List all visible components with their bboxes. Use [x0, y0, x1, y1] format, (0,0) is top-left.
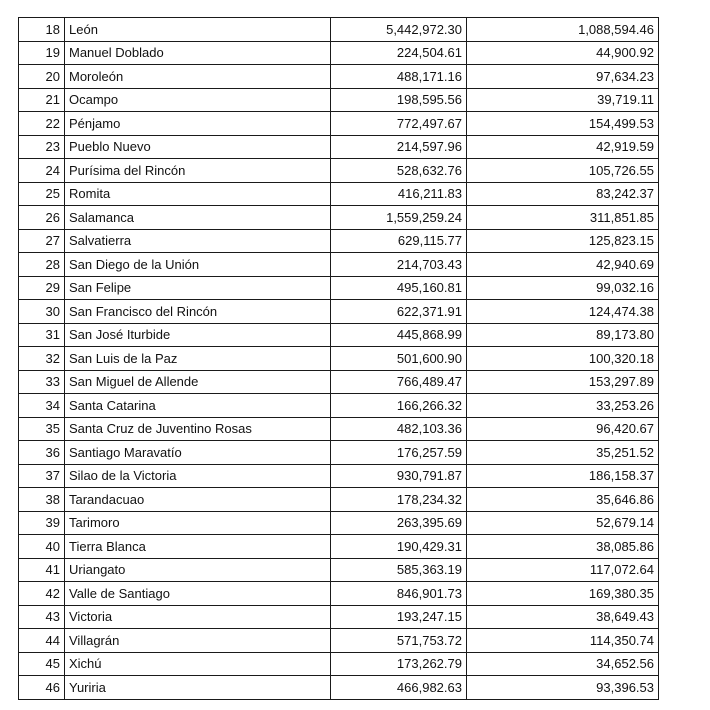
amount-secondary: 33,253.26	[467, 394, 659, 418]
amount-primary: 846,901.73	[331, 582, 467, 606]
amount-secondary: 154,499.53	[467, 112, 659, 136]
amount-primary: 585,363.19	[331, 558, 467, 582]
amount-primary: 263,395.69	[331, 511, 467, 535]
row-number: 45	[19, 652, 65, 676]
amount-secondary: 34,652.56	[467, 652, 659, 676]
amount-primary: 166,266.32	[331, 394, 467, 418]
amount-primary: 176,257.59	[331, 441, 467, 465]
row-number: 42	[19, 582, 65, 606]
amount-primary: 466,982.63	[331, 676, 467, 700]
municipality-name: Tarandacuao	[65, 488, 331, 512]
row-number: 33	[19, 370, 65, 394]
municipality-name: Purísima del Rincón	[65, 159, 331, 183]
table-row	[19, 417, 659, 441]
row-number: 27	[19, 229, 65, 253]
row-number: 36	[19, 441, 65, 465]
amount-secondary: 114,350.74	[467, 629, 659, 653]
municipality-name: San Miguel de Allende	[65, 370, 331, 394]
table-row	[19, 159, 659, 183]
amount-primary: 772,497.67	[331, 112, 467, 136]
row-number: 18	[19, 18, 65, 42]
amount-primary: 622,371.91	[331, 300, 467, 324]
amount-secondary: 42,940.69	[467, 253, 659, 277]
municipality-name: Salamanca	[65, 206, 331, 230]
row-number: 20	[19, 65, 65, 89]
municipality-name: San Diego de la Unión	[65, 253, 331, 277]
amount-primary: 198,595.56	[331, 88, 467, 112]
municipality-name: Ocampo	[65, 88, 331, 112]
table-row	[19, 535, 659, 559]
row-number: 22	[19, 112, 65, 136]
amount-primary: 190,429.31	[331, 535, 467, 559]
amount-secondary: 105,726.55	[467, 159, 659, 183]
amount-secondary: 169,380.35	[467, 582, 659, 606]
table-row	[19, 300, 659, 324]
table-row	[19, 88, 659, 112]
amount-primary: 495,160.81	[331, 276, 467, 300]
row-number: 39	[19, 511, 65, 535]
amount-primary: 930,791.87	[331, 464, 467, 488]
municipality-name: León	[65, 18, 331, 42]
table-row	[19, 676, 659, 700]
amount-secondary: 100,320.18	[467, 347, 659, 371]
municipality-table	[18, 17, 659, 700]
amount-secondary: 35,251.52	[467, 441, 659, 465]
municipality-name: Victoria	[65, 605, 331, 629]
amount-secondary: 89,173.80	[467, 323, 659, 347]
table-row	[19, 370, 659, 394]
amount-secondary: 124,474.38	[467, 300, 659, 324]
row-number: 41	[19, 558, 65, 582]
row-number: 30	[19, 300, 65, 324]
municipality-name: Salvatierra	[65, 229, 331, 253]
amount-primary: 193,247.15	[331, 605, 467, 629]
table-row	[19, 206, 659, 230]
amount-secondary: 83,242.37	[467, 182, 659, 206]
table-row	[19, 41, 659, 65]
amount-primary: 501,600.90	[331, 347, 467, 371]
amount-secondary: 1,088,594.46	[467, 18, 659, 42]
row-number: 31	[19, 323, 65, 347]
amount-primary: 416,211.83	[331, 182, 467, 206]
municipality-name: Santa Cruz de Juventino Rosas	[65, 417, 331, 441]
amount-primary: 5,442,972.30	[331, 18, 467, 42]
table-row	[19, 347, 659, 371]
amount-secondary: 44,900.92	[467, 41, 659, 65]
table-row	[19, 441, 659, 465]
municipality-name: Uriangato	[65, 558, 331, 582]
table-row	[19, 511, 659, 535]
row-number: 37	[19, 464, 65, 488]
municipality-name: Santiago Maravatío	[65, 441, 331, 465]
row-number: 24	[19, 159, 65, 183]
row-number: 25	[19, 182, 65, 206]
amount-secondary: 35,646.86	[467, 488, 659, 512]
municipality-name: Santa Catarina	[65, 394, 331, 418]
table-row	[19, 135, 659, 159]
amount-primary: 766,489.47	[331, 370, 467, 394]
amount-secondary: 117,072.64	[467, 558, 659, 582]
municipality-name: Valle de Santiago	[65, 582, 331, 606]
amount-primary: 528,632.76	[331, 159, 467, 183]
table-row	[19, 253, 659, 277]
table-row	[19, 18, 659, 42]
row-number: 32	[19, 347, 65, 371]
municipality-name: Yuriria	[65, 676, 331, 700]
municipality-name: Xichú	[65, 652, 331, 676]
amount-secondary: 93,396.53	[467, 676, 659, 700]
municipality-name: Tierra Blanca	[65, 535, 331, 559]
row-number: 21	[19, 88, 65, 112]
row-number: 34	[19, 394, 65, 418]
row-number: 23	[19, 135, 65, 159]
amount-secondary: 96,420.67	[467, 417, 659, 441]
row-number: 19	[19, 41, 65, 65]
amount-primary: 571,753.72	[331, 629, 467, 653]
table-row	[19, 323, 659, 347]
amount-secondary: 38,085.86	[467, 535, 659, 559]
row-number: 44	[19, 629, 65, 653]
amount-primary: 224,504.61	[331, 41, 467, 65]
table-row	[19, 605, 659, 629]
table-row	[19, 65, 659, 89]
row-number: 38	[19, 488, 65, 512]
municipality-name: Romita	[65, 182, 331, 206]
municipality-name: San Luis de la Paz	[65, 347, 331, 371]
amount-primary: 173,262.79	[331, 652, 467, 676]
amount-primary: 482,103.36	[331, 417, 467, 441]
amount-secondary: 39,719.11	[467, 88, 659, 112]
row-number: 46	[19, 676, 65, 700]
municipality-name: Pueblo Nuevo	[65, 135, 331, 159]
municipality-name: San José Iturbide	[65, 323, 331, 347]
table-body	[19, 18, 659, 700]
amount-secondary: 186,158.37	[467, 464, 659, 488]
table-row	[19, 182, 659, 206]
table-row	[19, 582, 659, 606]
amount-secondary: 52,679.14	[467, 511, 659, 535]
amount-primary: 178,234.32	[331, 488, 467, 512]
row-number: 26	[19, 206, 65, 230]
amount-primary: 1,559,259.24	[331, 206, 467, 230]
amount-primary: 214,703.43	[331, 253, 467, 277]
table-row	[19, 229, 659, 253]
amount-primary: 445,868.99	[331, 323, 467, 347]
row-number: 43	[19, 605, 65, 629]
table-row	[19, 488, 659, 512]
table-row	[19, 629, 659, 653]
amount-secondary: 42,919.59	[467, 135, 659, 159]
row-number: 28	[19, 253, 65, 277]
amount-secondary: 97,634.23	[467, 65, 659, 89]
municipality-name: Silao de la Victoria	[65, 464, 331, 488]
row-number: 35	[19, 417, 65, 441]
table-row	[19, 652, 659, 676]
amount-secondary: 153,297.89	[467, 370, 659, 394]
table-row	[19, 112, 659, 136]
amount-secondary: 99,032.16	[467, 276, 659, 300]
municipality-name: Manuel Doblado	[65, 41, 331, 65]
amount-secondary: 311,851.85	[467, 206, 659, 230]
table-row	[19, 394, 659, 418]
municipality-name: Moroleón	[65, 65, 331, 89]
amount-primary: 214,597.96	[331, 135, 467, 159]
municipality-name: Pénjamo	[65, 112, 331, 136]
amount-primary: 629,115.77	[331, 229, 467, 253]
table-row	[19, 558, 659, 582]
amount-primary: 488,171.16	[331, 65, 467, 89]
amount-secondary: 125,823.15	[467, 229, 659, 253]
municipality-name: Tarimoro	[65, 511, 331, 535]
municipality-name: Villagrán	[65, 629, 331, 653]
table-row	[19, 276, 659, 300]
municipality-name: San Francisco del Rincón	[65, 300, 331, 324]
amount-secondary: 38,649.43	[467, 605, 659, 629]
municipality-name: San Felipe	[65, 276, 331, 300]
row-number: 40	[19, 535, 65, 559]
row-number: 29	[19, 276, 65, 300]
table-row	[19, 464, 659, 488]
document-page	[18, 17, 659, 700]
